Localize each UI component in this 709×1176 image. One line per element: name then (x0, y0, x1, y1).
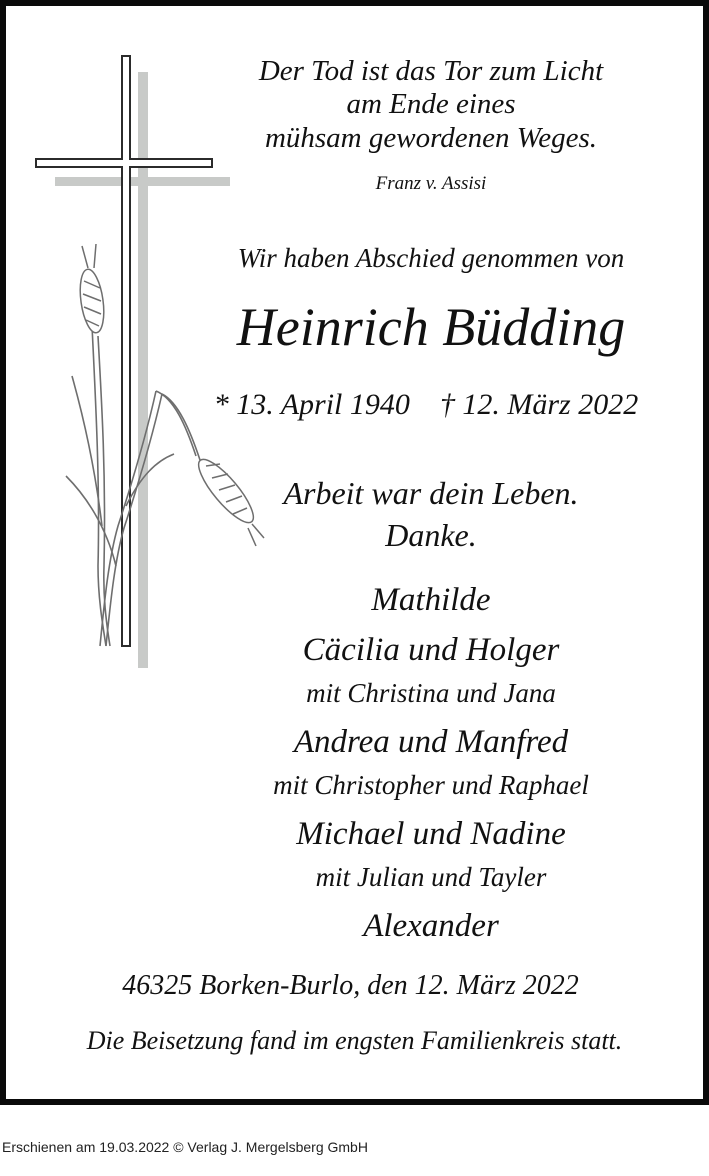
quote-attribution: Franz v. Assisi (375, 173, 487, 194)
quote-line-2: am Ende eines (346, 88, 516, 120)
place-and-date: 46325 Borken-Burlo, den 12. März 2022 (122, 970, 579, 1001)
family-names: Alexander (363, 908, 499, 944)
motto-line-2: Danke. (385, 517, 477, 553)
family-names: Andrea und Manfred (293, 724, 569, 760)
wheat-ear-left (77, 244, 108, 334)
deceased-name: Heinrich Büdding (236, 297, 626, 357)
intro-text: Wir haben Abschied genommen von (237, 243, 625, 273)
family-names: Michael und Nadine (296, 816, 566, 852)
quote-line-3: mühsam gewordenen Weges. (264, 122, 598, 154)
quote-line-1: Der Tod ist das Tor zum Licht (258, 55, 604, 87)
publication-footer: Erschienen am 19.03.2022 © Verlag J. Mergelsberg GmbH (2, 1139, 368, 1155)
family-names: Mathilde (371, 582, 491, 618)
life-dates: * 13. April 1940 † 12. März 2022 (213, 388, 639, 421)
family-sub: mit Julian und Tayler (315, 862, 547, 892)
family-sub: mit Christina und Jana (306, 678, 556, 708)
family-sub: mit Christopher und Raphael (273, 770, 589, 800)
motto-line-1: Arbeit war dein Leben. (283, 475, 579, 511)
burial-note: Die Beisetzung fand im engsten Familienkreis statt. (86, 1026, 623, 1055)
family-names: Cäcilia und Holger (302, 632, 560, 668)
